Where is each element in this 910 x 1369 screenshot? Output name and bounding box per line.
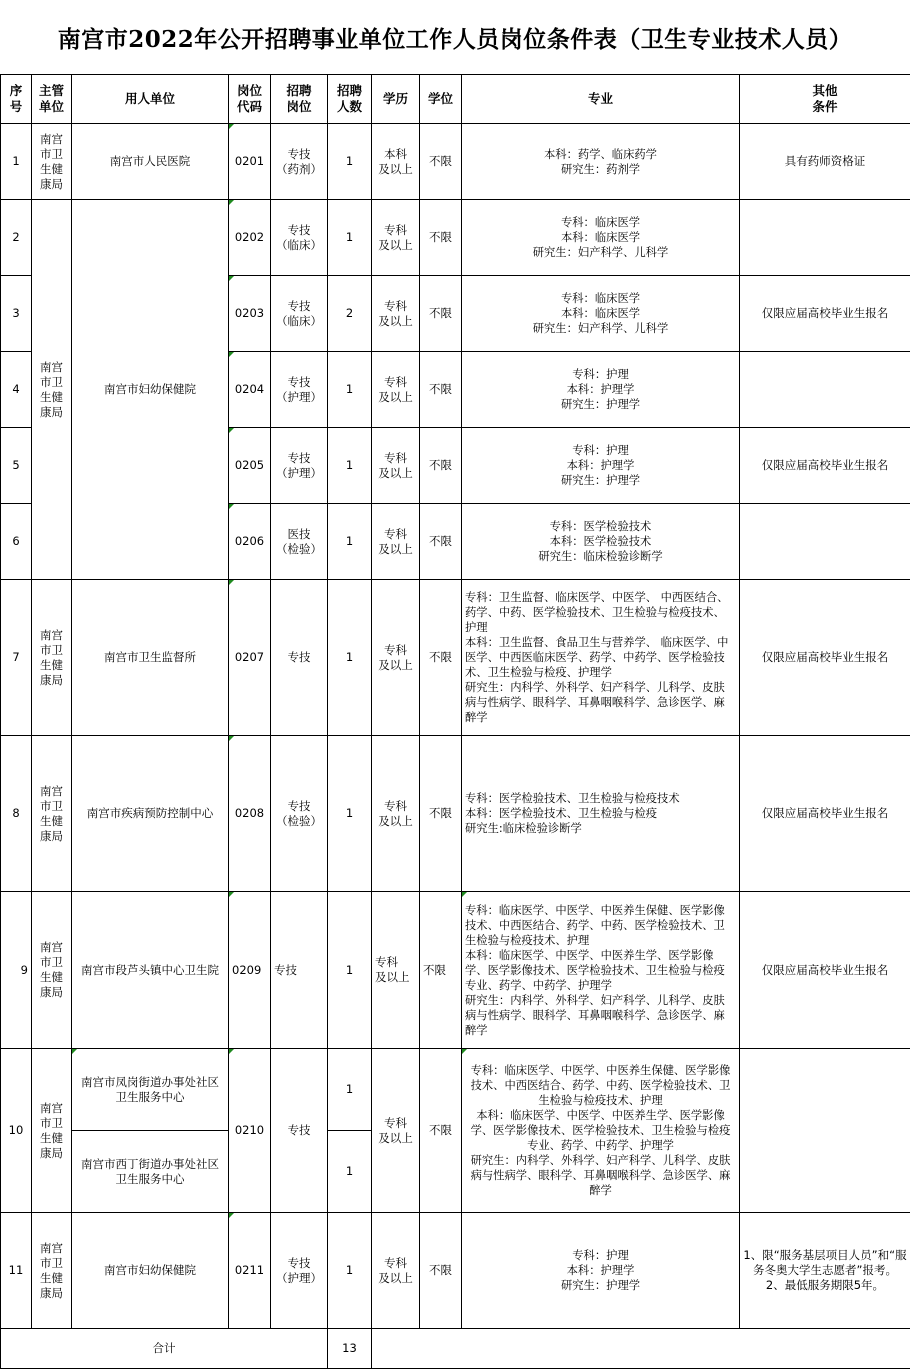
cell-unit: 南宫市卫生监督所 bbox=[72, 580, 229, 736]
cell-code: 0211 bbox=[229, 1213, 271, 1329]
cell-other: 具有药师资格证 bbox=[740, 124, 910, 200]
header-other: 其他 条件 bbox=[740, 75, 910, 124]
table-row bbox=[1, 736, 910, 892]
header-seq: 序号 bbox=[1, 75, 32, 124]
cell-post: 医技 （检验） bbox=[271, 504, 328, 580]
page-title: 南宫市2022年公开招聘事业单位工作人员岗位条件表（卫生专业技术人员） bbox=[0, 0, 910, 74]
cell-post: 专技 bbox=[271, 892, 328, 1049]
cell-num: 1 bbox=[328, 1049, 372, 1131]
cell-code: 0202 bbox=[229, 200, 271, 276]
cell-other bbox=[740, 200, 910, 276]
cell-num: 1 bbox=[328, 580, 372, 736]
cell-seq: 8 bbox=[1, 736, 32, 892]
total-blank bbox=[372, 1329, 910, 1369]
cell-major: 专科：护理 本科：护理学 研究生：护理学 bbox=[462, 1213, 740, 1329]
cell-edu: 专科 及以上 bbox=[372, 276, 420, 352]
cell-post: 专技 （临床） bbox=[271, 276, 328, 352]
table-row bbox=[1, 580, 910, 736]
cell-edu: 专科 及以上 bbox=[372, 1213, 420, 1329]
cell-code: 0205 bbox=[229, 428, 271, 504]
cell-num: 1 bbox=[328, 1131, 372, 1213]
cell-degree: 不限 bbox=[420, 892, 462, 1049]
cell-degree: 不限 bbox=[420, 580, 462, 736]
cell-code: 0207 bbox=[229, 580, 271, 736]
header-num: 招聘 人数 bbox=[328, 75, 372, 124]
cell-major: 专科：临床医学 本科：临床医学 研究生：妇产科学、儿科学 bbox=[462, 276, 740, 352]
cell-other: 仅限应届高校毕业生报名 bbox=[740, 580, 910, 736]
cell-num: 1 bbox=[328, 352, 372, 428]
cell-unit: 南宫市西丁街道办事处社区 卫生服务中心 bbox=[72, 1131, 229, 1213]
cell-edu: 专科 及以上 bbox=[372, 352, 420, 428]
cell-code: 0209 bbox=[229, 892, 271, 1049]
cell-edu: 专科 及以上 bbox=[372, 1049, 420, 1213]
cell-post: 专技 （临床） bbox=[271, 200, 328, 276]
cell-edu: 专科 及以上 bbox=[372, 892, 420, 1049]
cell-edu: 专科 及以上 bbox=[372, 580, 420, 736]
cell-code: 0204 bbox=[229, 352, 271, 428]
header-major: 专业 bbox=[462, 75, 740, 124]
table-row bbox=[1, 200, 910, 276]
cell-major: 专科：医学检验技术 本科：医学检验技术 研究生：临床检验诊断学 bbox=[462, 504, 740, 580]
cell-degree: 不限 bbox=[420, 736, 462, 892]
cell-unit: 南宫市妇幼保健院 bbox=[72, 200, 229, 580]
table-row bbox=[1, 1049, 910, 1131]
header-row bbox=[1, 75, 910, 124]
cell-major: 专科：卫生监督、临床医学、中医学、 中西医结合、药学、中药、医学检验技术、卫生检验与检疫技术、护理 本科：卫生监督、食品卫生与营养学、 临床医学、中医学、中西医临床医学、药学、中药学、医学检验技术、卫生检验与检疫、护理学 研究生：内科学、外科学、妇产科学、儿科学、皮肤病与性病学、眼科学、耳鼻咽喉科学、急诊医学、麻醉学 bbox=[462, 580, 740, 736]
recruitment-table bbox=[0, 74, 910, 1369]
cell-major: 专科：医学检验技术、卫生检验与检疫技术 本科：医学检验技术、卫生检验与检疫 研究生:临床检验诊断学 bbox=[462, 736, 740, 892]
cell-other bbox=[740, 352, 910, 428]
total-value: 13 bbox=[328, 1329, 372, 1369]
cell-post: 专技 （护理） bbox=[271, 428, 328, 504]
cell-other: 仅限应届高校毕业生报名 bbox=[740, 276, 910, 352]
cell-major: 本科：药学、临床药学 研究生：药剂学 bbox=[462, 124, 740, 200]
cell-degree: 不限 bbox=[420, 124, 462, 200]
cell-major: 专科：临床医学、中医学、中医养生保健、医学影像技术、中西医结合、药学、中药、医学检验技术、卫生检验与检疫技术、护理 本科：临床医学、中医学、中医养生学、医学影像学、医学影像技术、医学检验技术、卫生检验与检疫专业、药学、中药学、护理学 研究生：内科学、外科学、妇产科学、儿科学、皮肤病与性病学、眼科学、耳鼻咽喉科学、急诊医学、麻醉学 bbox=[462, 892, 740, 1049]
cell-seq: 9 bbox=[1, 892, 32, 1049]
cell-other: 1、限“服务基层项目人员”和“服务冬奥大学生志愿者”报考。 2、最低服务期限5年。 bbox=[740, 1213, 910, 1329]
cell-dept: 南宫 市卫 生健 康局 bbox=[32, 892, 72, 1049]
cell-num: 1 bbox=[328, 504, 372, 580]
cell-post: 专技 bbox=[271, 1049, 328, 1213]
cell-code: 0206 bbox=[229, 504, 271, 580]
cell-major: 专科：临床医学、中医学、中医养生保健、医学影像技术、中西医结合、药学、中药、医学检验技术、卫生检验与检疫技术、护理 本科：临床医学、中医学、中医养生学、医学影像学、医学影像技术、医学检验技术、卫生检验与检疫专业、药学、中药学、护理学 研究生：内科学、外科学、妇产科学、儿科学、皮肤病与性病学、眼科学、耳鼻咽喉科学、急诊医学、麻醉学 bbox=[462, 1049, 740, 1213]
cell-dept: 南宫 市卫 生健 康局 bbox=[32, 124, 72, 200]
cell-edu: 专科 及以上 bbox=[372, 428, 420, 504]
cell-seq: 11 bbox=[1, 1213, 32, 1329]
cell-degree: 不限 bbox=[420, 428, 462, 504]
table-row bbox=[1, 1213, 910, 1329]
cell-num: 1 bbox=[328, 428, 372, 504]
header-unit: 用人单位 bbox=[72, 75, 229, 124]
cell-edu: 专科 及以上 bbox=[372, 736, 420, 892]
cell-num: 1 bbox=[328, 200, 372, 276]
total-row bbox=[1, 1329, 910, 1369]
cell-other bbox=[740, 504, 910, 580]
cell-code: 0210 bbox=[229, 1049, 271, 1213]
cell-post: 专技 （检验） bbox=[271, 736, 328, 892]
cell-code: 0201 bbox=[229, 124, 271, 200]
cell-seq: 7 bbox=[1, 580, 32, 736]
cell-edu: 本科 及以上 bbox=[372, 124, 420, 200]
cell-num: 1 bbox=[328, 892, 372, 1049]
cell-unit: 南宫市段芦头镇中心卫生院 bbox=[72, 892, 229, 1049]
cell-degree: 不限 bbox=[420, 504, 462, 580]
cell-num: 2 bbox=[328, 276, 372, 352]
cell-degree: 不限 bbox=[420, 276, 462, 352]
header-dept: 主管 单位 bbox=[32, 75, 72, 124]
cell-other: 仅限应届高校毕业生报名 bbox=[740, 428, 910, 504]
cell-post: 专技 （护理） bbox=[271, 352, 328, 428]
cell-dept: 南宫 市卫 生健 康局 bbox=[32, 736, 72, 892]
cell-degree: 不限 bbox=[420, 1213, 462, 1329]
cell-unit: 南宫市人民医院 bbox=[72, 124, 229, 200]
cell-other: 仅限应届高校毕业生报名 bbox=[740, 736, 910, 892]
cell-seq: 10 bbox=[1, 1049, 32, 1213]
cell-unit: 南宫市疾病预防控制中心 bbox=[72, 736, 229, 892]
cell-degree: 不限 bbox=[420, 352, 462, 428]
cell-num: 1 bbox=[328, 124, 372, 200]
cell-code: 0203 bbox=[229, 276, 271, 352]
cell-dept: 南宫 市卫 生健 康局 bbox=[32, 580, 72, 736]
header-code: 岗位 代码 bbox=[229, 75, 271, 124]
cell-dept: 南宫 市卫 生健 康局 bbox=[32, 1049, 72, 1213]
cell-seq: 6 bbox=[1, 504, 32, 580]
cell-edu: 专科 及以上 bbox=[372, 200, 420, 276]
header-degree: 学位 bbox=[420, 75, 462, 124]
table-row bbox=[1, 124, 910, 200]
cell-seq: 4 bbox=[1, 352, 32, 428]
cell-dept: 南宫 市卫 生健 康局 bbox=[32, 200, 72, 580]
cell-seq: 3 bbox=[1, 276, 32, 352]
cell-unit: 南宫市妇幼保健院 bbox=[72, 1213, 229, 1329]
cell-major: 专科：护理 本科：护理学 研究生：护理学 bbox=[462, 352, 740, 428]
cell-seq: 1 bbox=[1, 124, 32, 200]
cell-code: 0208 bbox=[229, 736, 271, 892]
cell-dept: 南宫 市卫 生健 康局 bbox=[32, 1213, 72, 1329]
cell-degree: 不限 bbox=[420, 1049, 462, 1213]
cell-seq: 5 bbox=[1, 428, 32, 504]
cell-unit: 南宫市凤岗街道办事处社区 卫生服务中心 bbox=[72, 1049, 229, 1131]
cell-num: 1 bbox=[328, 1213, 372, 1329]
cell-edu: 专科 及以上 bbox=[372, 504, 420, 580]
header-post: 招聘 岗位 bbox=[271, 75, 328, 124]
cell-post: 专技 （护理） bbox=[271, 1213, 328, 1329]
cell-major: 专科：护理 本科：护理学 研究生：护理学 bbox=[462, 428, 740, 504]
total-label: 合计 bbox=[1, 1329, 328, 1369]
cell-num: 1 bbox=[328, 736, 372, 892]
cell-post: 专技 bbox=[271, 580, 328, 736]
cell-seq: 2 bbox=[1, 200, 32, 276]
cell-other bbox=[740, 1049, 910, 1213]
cell-degree: 不限 bbox=[420, 200, 462, 276]
cell-post: 专技 （药剂） bbox=[271, 124, 328, 200]
cell-major: 专科：临床医学 本科：临床医学 研究生：妇产科学、儿科学 bbox=[462, 200, 740, 276]
table-row bbox=[1, 892, 910, 1049]
cell-other: 仅限应届高校毕业生报名 bbox=[740, 892, 910, 1049]
header-edu: 学历 bbox=[372, 75, 420, 124]
